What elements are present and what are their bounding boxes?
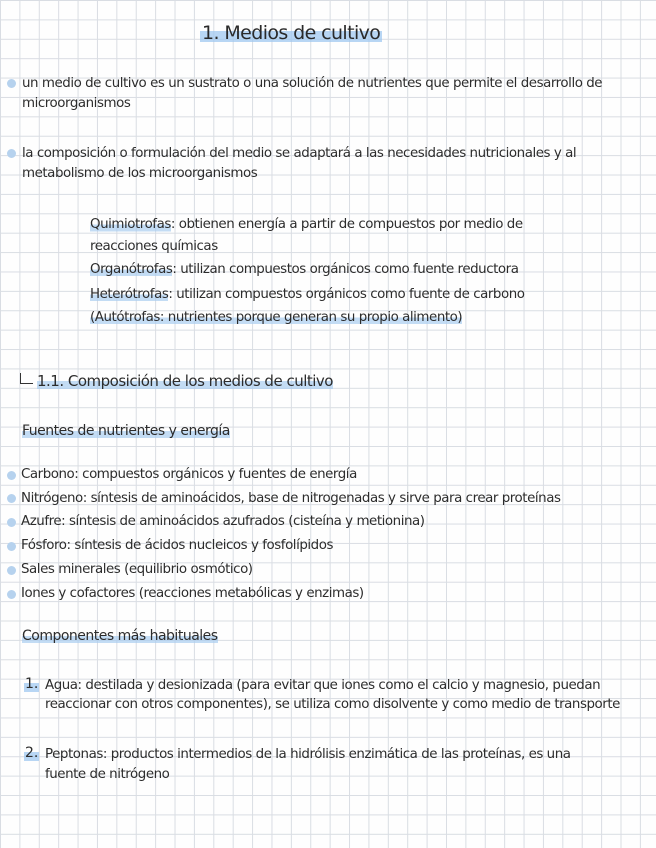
bullet-dot [7,542,16,551]
numbered-item-line: reaccionar con otros componentes), se utiliza como disolvente y como medio de transporte [45,697,620,712]
bullet-dot [7,494,16,503]
intro-line: la composición o formulación del medio se adaptará a las necesidades nutricionales y al [22,146,577,161]
list-item: Azufre: síntesis de aminoácidos azufrados (cisteína y metionina) [21,514,425,529]
section-heading-nutrientes: Fuentes de nutrientes y energía [22,423,230,439]
type-organotrofas: Organótrofas: utilizan compuestos orgánicos como fuente reductora [90,262,519,277]
list-number: 2. [25,745,39,761]
bullet-dot [7,471,16,480]
page-title: 1. Medios de cultivo [202,22,381,44]
bullet-dot [7,518,16,527]
numbered-item-line: Agua: destilada y desionizada (para evitar que iones como el calcio y magnesio, puedan [45,678,601,693]
bullet-dot [7,79,16,88]
intro-line: metabolismo de los microorganismos [22,166,258,181]
type-heterotrofas: Heterótrofas: utilizan compuestos orgánicos como fuente de carbono [90,287,525,302]
numbered-item-line: fuente de nitrógeno [45,767,170,782]
numbered-item-line: Peptonas: productos intermedios de la hidrólisis enzimática de las proteínas, es una [45,747,571,762]
intro-line: un medio de cultivo es un sustrato o una solución de nutrientes que permite el desarrollo de [22,76,603,91]
list-item: Nitrógeno: síntesis de aminoácidos, base de nitrogenadas y sirve para crear proteínas [21,491,561,506]
type-quimiotrofas-cont: reacciones químicas [90,239,218,254]
type-autotrofas: (Autótrofas: nutrientes porque generan su propio alimento) [90,310,463,325]
bullet-dot [7,149,16,158]
list-number: 1. [25,676,39,692]
bullet-dot [7,566,16,575]
arrow-icon [20,373,33,384]
list-item: Fósforo: síntesis de ácidos nucleicos y fosfolípidos [21,538,333,553]
subsection-heading: 1.1. Composición de los medios de cultivo [20,372,333,390]
list-item: Carbono: compuestos orgánicos y fuentes de energía [21,467,357,482]
list-item: Sales minerales (equilibrio osmótico) [21,562,253,577]
section-heading-componentes: Componentes más habituales [22,628,218,644]
intro-line: microorganismos [22,96,131,111]
list-item: Iones y cofactores (reacciones metabólicas y enzimas) [21,586,364,601]
bullet-dot [7,590,16,599]
type-quimiotrofas: Quimiotrofas: obtienen energía a partir de compuestos por medio de [90,217,523,232]
